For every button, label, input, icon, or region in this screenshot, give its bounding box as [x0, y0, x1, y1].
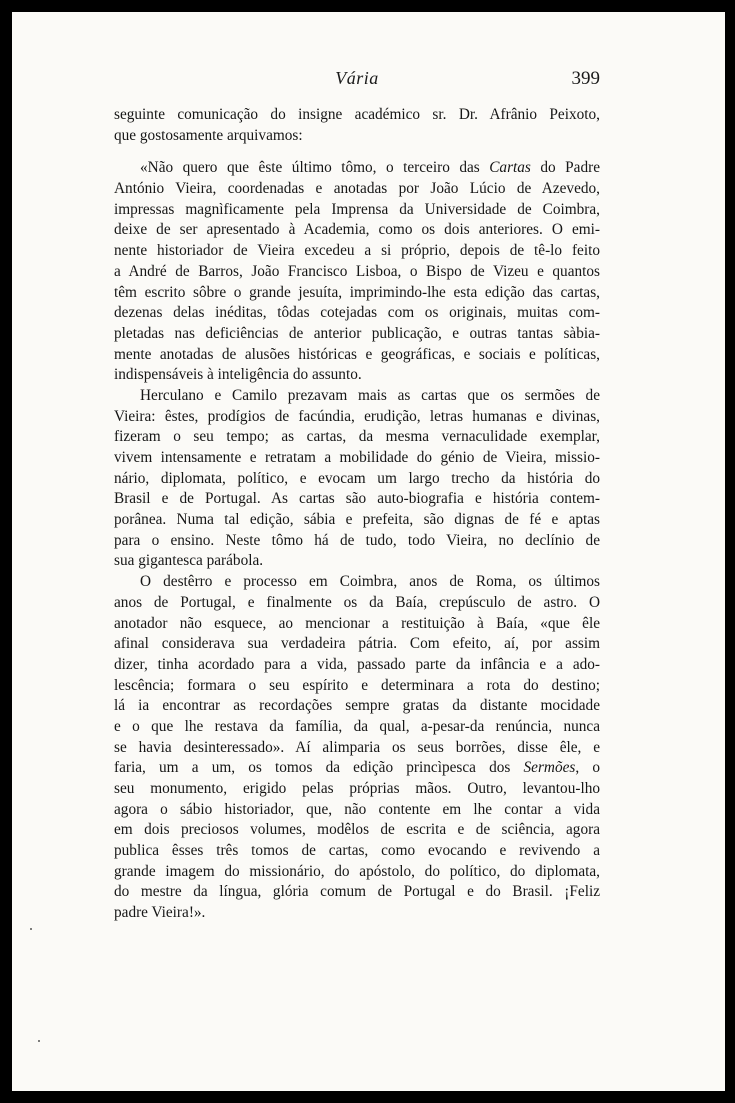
text-line: lescência; formara o seu espírito e determinara a rota do destino;: [114, 676, 600, 694]
text-line: nário, diplomata, político, e evocam um largo trecho da história do: [114, 469, 600, 487]
page-header: [114, 68, 600, 94]
page-number: 399: [571, 68, 600, 89]
text-line: faria, um a um, os tomos da edição princìpesca dos Sermões, o: [114, 759, 601, 777]
text-line: dizer, tinha acordado para a vida, passado parte da infância e a ado-: [114, 655, 600, 673]
text-line: seguinte comunicação do insigne académico sr. Dr. Afrânio Peixoto,: [114, 106, 600, 123]
text-line: indispensáveis à inteligência do assunto.: [114, 366, 362, 384]
text-line: grande imagem do missionário, do apóstolo, do político, do diplomata,: [114, 862, 600, 880]
text-line: seu monumento, erigido pelas próprias mãos. Outro, levantou-lho: [114, 780, 600, 797]
body-text: [114, 105, 600, 924]
paper-speck: [38, 1040, 40, 1042]
text-line: vivem intensamente e retratam a mobilidade do génio de Vieira, missio-: [114, 449, 600, 466]
text-line: pletadas nas deficiências de anterior publicação, e outras tantas sàbia-: [114, 324, 600, 342]
text-line: em dois preciosos volumes, modêlos de escrita e de sciência, agora: [114, 821, 600, 839]
text-line: nente historiador de Vieira excedeu a si próprio, depois de tê-lo feito: [114, 242, 600, 260]
text-line: anotador não esquece, ao mencionar a restituição à Baía, «que êle: [114, 614, 600, 632]
text-line: se havia desinteressado». Aí alimparia os seus borrões, disse êle, e: [114, 738, 600, 756]
text-line: publica êsses três tomos de cartas, como evocando e revivendo a: [114, 842, 600, 860]
book-title: Cartas: [489, 159, 531, 177]
text-line: padre Vieira!».: [114, 904, 206, 922]
text-line: têm escrito sôbre o grande jesuíta, imprimindo-lhe esta edição das cartas,: [114, 283, 600, 301]
text-line: Herculano e Camilo prezavam mais as cartas que os sermões de: [140, 386, 600, 404]
text-line: Vieira: êstes, prodígios de facúndia, erudição, letras humanas e divinas,: [114, 407, 600, 425]
text-line: «Não quero que êste último tômo, o terceiro das Cartas do Padre: [140, 159, 600, 177]
text-line: do mestre da língua, glória comum de Portugal e do Brasil. ¡Feliz: [114, 883, 600, 901]
text-line: afinal considerava sua verdadeira pátria. Com efeito, aí, por assim: [114, 635, 600, 653]
text-line: fizeram o seu tempo; as cartas, da mesma vernaculidade exemplar,: [114, 428, 600, 446]
text-line: António Vieira, coordenadas e anotadas por João Lúcio de Azevedo,: [114, 180, 600, 198]
text-line: porânea. Numa tal edição, sábia e prefeita, são dignas de fé e aptas: [114, 511, 600, 529]
page: [12, 12, 725, 1091]
running-title: Vária: [335, 68, 379, 88]
text-line: anos de Portugal, e finalmente os da Baía, crepúsculo de astro. O: [114, 593, 600, 611]
paper-speck: [30, 928, 32, 930]
text-line: O destêrro e processo em Coimbra, anos de Roma, os últimos: [140, 573, 600, 591]
text-line: a André de Barros, João Francisco Lisboa, o Bispo de Vizeu e quantos: [114, 262, 600, 280]
text-line: e o que lhe restava da família, da qual, a-pesar-da renúncia, nunca: [114, 717, 600, 735]
text-line: agora o sábio historiador, que, não contente em lhe contar a vida: [114, 800, 600, 818]
book-title: Sermões: [523, 759, 576, 777]
text-line: para o ensino. Neste tômo há de tudo, todo Vieira, no declínio de: [114, 531, 600, 549]
text-line: impressas magnìficamente pela Imprensa da Universidade de Coimbra,: [114, 200, 600, 218]
text-line: Brasil e de Portugal. As cartas são auto-biografia e história contem-: [114, 490, 600, 508]
text-line: deixe de ser apresentado à Academia, como os dois anteriores. O emi-: [114, 221, 600, 239]
text-line: que gostosamente arquivamos:: [114, 126, 303, 144]
text-line: mente anotadas de alusões históricas e geográficas, e sociais e políticas,: [114, 345, 600, 363]
text-line: dezenas delas inéditas, tôdas cotejadas com os originais, muitas com-: [114, 304, 600, 322]
text-line: lá ia encontrar as recordações sempre gratas da distante mocidade: [114, 697, 600, 715]
text-line: sua gigantesca parábola.: [114, 552, 264, 570]
